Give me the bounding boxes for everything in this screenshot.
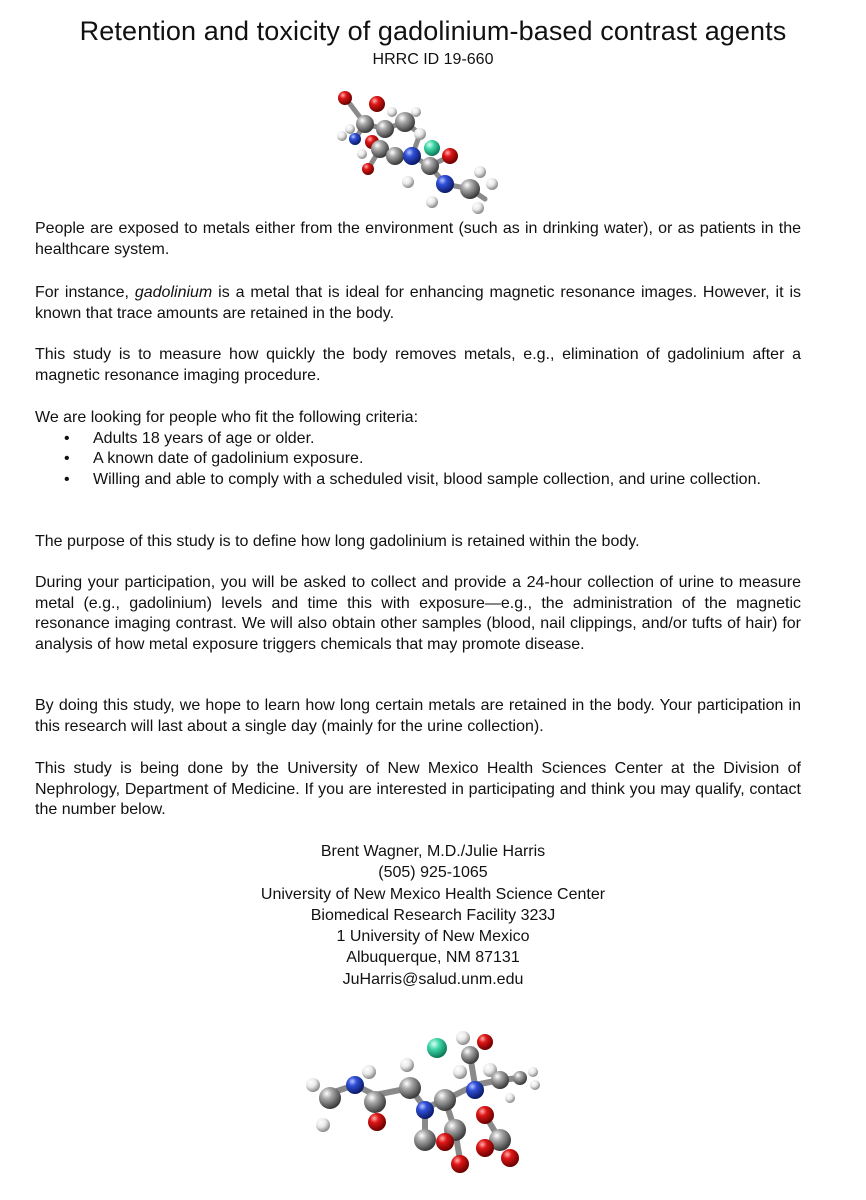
criteria-item: • Willing and able to comply with a scheduled visit, blood sample collection, and urine collection. [35,470,801,491]
molecule-illustration-top [320,84,510,219]
contact-email[interactable]: JuHarris@salud.unm.edu [342,970,524,988]
paragraph-exposure: People are exposed to metals either from the environment (such as in drinking water), or as patients in the healthcare system. [35,220,801,258]
paragraph-study-purpose: This study is to measure how quickly the body removes metals, e.g., elimination of gadolinium after a magnetic resonance imaging procedure. [35,346,801,384]
contact-facility: Biomedical Research Facility 323J [310,906,556,924]
contact-name: Brent Wagner, M.D./Julie Harris [320,843,546,860]
gadolinium-term: gadolinium [134,284,213,301]
contact-block [0,841,866,990]
contact-phone[interactable]: (505) 925-1065 [378,864,488,882]
criteria-intro: We are looking for people who fit the following criteria: [35,409,419,426]
contact-institution: University of New Mexico Health Science Center [260,885,606,903]
contact-street: 1 University of New Mexico [336,928,530,946]
paragraph-participation: During your participation, you will be asked to collect and provide a 24-hour collection of urine to measure metal (e.g., gadolinium) levels and time this with exposure—e.g., the administration of the magnetic resonance imaging contrast. We will also obtain other samples (blood, nail clippings, and/or tufts of hair) for analysis of how metal exposure triggers chemicals that may promote disease. [35,574,801,653]
study-id: HRRC ID 19-660 [372,51,494,68]
paragraph-sponsor: This study is being done by the University of New Mexico Health Sciences Center at the Division of Nephrology, Department of Medicine. If you are interested in participating and think you may qualify, contact the number below. [35,760,801,818]
paragraph-definition: The purpose of this study is to define how long gadolinium is retained within the body. [35,533,640,550]
paragraph-gadolinium-lead: For instance, [35,284,135,301]
criteria-item: • Adults 18 years of age or older. [35,429,801,450]
paragraph-gadolinium [35,283,801,324]
page-title: Retention and toxicity of gadolinium-based contrast agents [79,16,787,46]
molecule-illustration-bottom [295,1030,555,1190]
criteria-list [35,408,801,490]
paragraph-hope: By doing this study, we hope to learn how long certain metals are retained in the body. Your participation in this research will last about a single day (mainly for the urine collection). [35,697,801,735]
paragraph-gadolinium-rest: is a metal that is ideal for enhancing magnetic resonance images. However, it is known that trace amounts are retained in the body. [35,284,801,322]
criteria-item: • A known date of gadolinium exposure. [35,449,801,470]
contact-city: Albuquerque, NM 87131 [346,949,520,967]
